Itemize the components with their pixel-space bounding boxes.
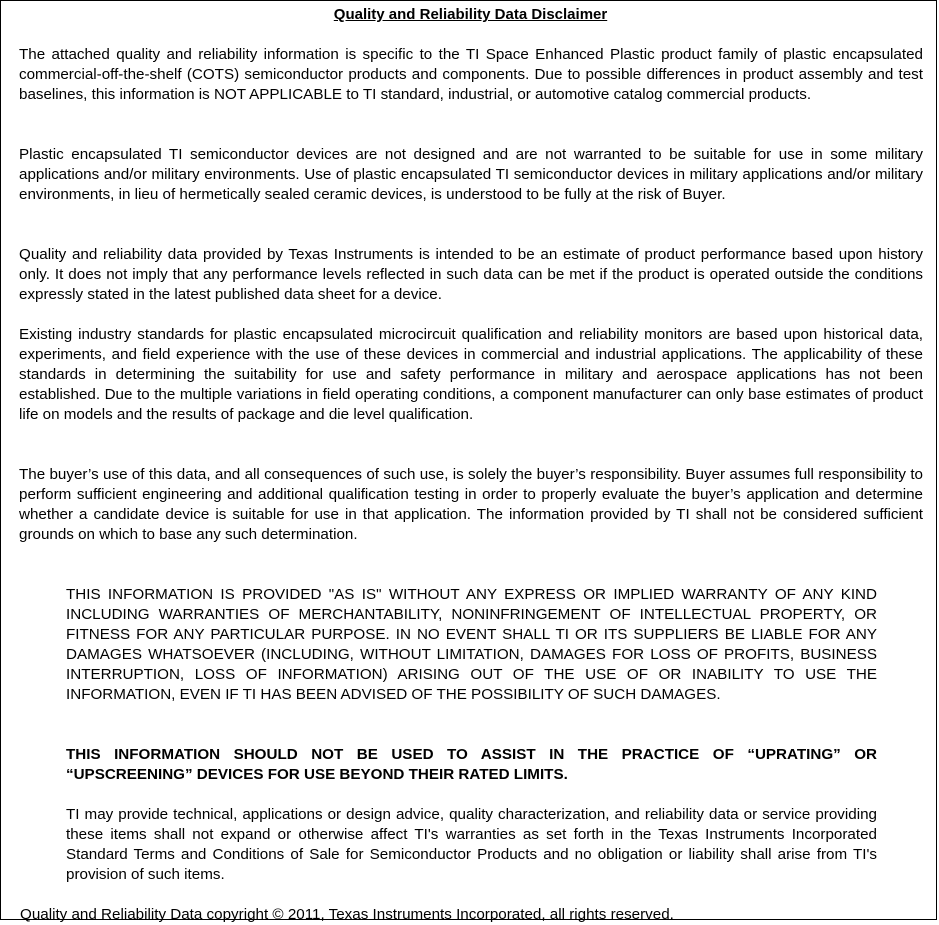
document-title: Quality and Reliability Data Disclaimer (333, 6, 608, 23)
paragraph-estimate: Quality and reliability data provided by Texas Instruments is intended to be an estimate of product performance based upon history only. It does not imply that any performance levels reflected in such data can be met if the product is operated outside the conditions expressly stated in the latest published data sheet for a device. (19, 246, 923, 303)
advice-notice: TI may provide technical, applications or design advice, quality characterization, and reliability data or service providing these items shall not expand or otherwise affect TI's warranties as set forth in the Texas Instruments Incorporated Standard Terms and Conditions of Sale for Semiconductor Products and no obligation or liability shall arise from TI's provision of such items. (66, 806, 877, 883)
copyright-footer: Quality and Reliability Data copyright © 2011, Texas Instruments Incorporated, all rights reserved. (20, 906, 674, 923)
paragraph-product-scope: The attached quality and reliability information is specific to the TI Space Enhanced Plastic product family of plastic encapsulated commercial-off-the-shelf (COTS) semiconductor products and components. Due to possible differences in product assembly and test baselines, this information is NOT APPLICABLE to TI standard, industrial, or automotive catalog commercial products. (19, 46, 923, 103)
uprating-notice: THIS INFORMATION SHOULD NOT BE USED TO ASSIST IN THE PRACTICE OF “UPRATING” OR “UPSCREENING” DEVICES FOR USE BEYOND THEIR RATED LIMITS. (66, 746, 877, 783)
warranty-notice: THIS INFORMATION IS PROVIDED "AS IS" WITHOUT ANY EXPRESS OR IMPLIED WARRANTY OF ANY KIND INCLUDING WARRANTIES OF MERCHANTABILITY, NONINFRINGEMENT OF INTELLECTUAL PROPERTY, OR FITNESS FOR ANY PARTICULAR PURPOSE. IN NO EVENT SHALL TI OR ITS SUPPLIERS BE LIABLE FOR ANY DAMAGES WHATSOEVER (INCLUDING, WITHOUT LIMITATION, DAMAGES FOR LOSS OF PROFITS, BUSINESS INTERRUPTION, LOSS OF INFORMATION) ARISING OUT OF THE USE OF OR INABILITY TO USE THE INFORMATION, EVEN IF TI HAS BEEN ADVISED OF THE POSSIBILITY OF SUCH DAMAGES. (66, 586, 877, 703)
paragraph-buyer-responsibility: The buyer’s use of this data, and all consequences of such use, is solely the buyer’s responsibility. Buyer assumes full responsibility to perform sufficient engineering and additional qualification testing in order to properly evaluate the buyer’s application and determine whether a candidate device is suitable for use in that application. The information provided by TI shall not be considered sufficient grounds on which to base any such determination. (19, 466, 923, 543)
paragraph-industry-standards: Existing industry standards for plastic encapsulated microcircuit qualification and reliability monitors are based upon historical data, experiments, and field experience with the use of these devices in commercial and industrial applications. The applicability of these standards in determining the suitability for use and safety performance in military and aerospace applications has not been established. Due to the multiple variations in field operating conditions, a component manufacturer can only base estimates of product life on models and the results of package and die level qualification. (19, 326, 923, 423)
paragraph-military-use: Plastic encapsulated TI semiconductor devices are not designed and are not warranted to be suitable for use in some military applications and/or military environments. Use of plastic encapsulated TI semiconductor devices in military applications and/or military environments, in lieu of hermetically sealed ceramic devices, is understood to be fully at the risk of Buyer. (19, 146, 923, 203)
